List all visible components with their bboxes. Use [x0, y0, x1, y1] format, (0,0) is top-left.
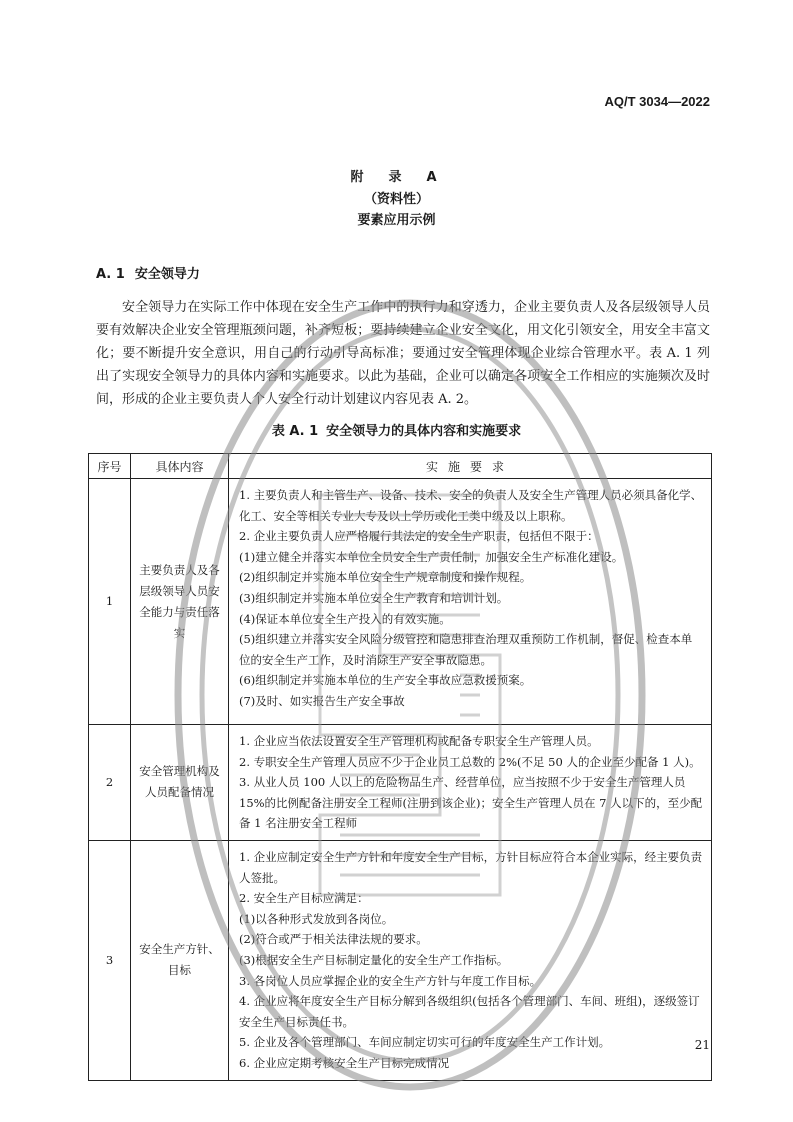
requirement-line: (1)建立健全并落实本单位全员安全生产责任制，加强安全生产标准化建设。	[239, 549, 624, 564]
requirement-line: 4. 企业应将年度安全生产目标分解到各级组织(包括各个管理部门、车间、班组)，逐级签订安全生产目标责任书。	[239, 994, 700, 1029]
requirement-line: (1)以各种形式发放到各岗位。	[239, 911, 394, 926]
requirement-line: (2)组织制定并实施本单位安全生产规章制度和操作规程。	[239, 570, 532, 585]
requirement-line: 1. 企业应制定安全生产方针和年度安全生产目标，方针目标应符合本企业实际，经主要负责人签批。	[239, 849, 703, 885]
section-heading	[96, 263, 200, 282]
requirement-line: 2. 安全生产目标应满足：	[239, 891, 369, 906]
body-paragraph: 安全领导力在实际工作中体现在安全生产工作中的执行力和穿透力，企业主要负责人及各层级领导人员要有效解决企业安全管理瓶颈问题，补齐短板；要持续建立企业安全文化，用文化引领安全，用安全丰富文化；要不断提升安全意识，用自己的行动引导高标准；要通过安全管理体现企业综合管理水平。表 A. 1 列出了实现安全领导力的具体内容和实施要求。以此为基础，企业可以确定各项安全工作相应的实施频次及时间，形成的企业主要负责人个人安全行动计划建议内容见表 A. 2。	[96, 300, 710, 407]
table-row	[89, 840, 712, 1080]
requirement-line: (2)符合或严于相关法律法规的要求。	[239, 932, 428, 947]
table-row	[89, 479, 712, 725]
requirement-line: 2. 企业主要负责人应严格履行其法定的安全生产职责，包括但不限于：	[239, 529, 599, 544]
requirement-line: (6)组织制定并实施本单位的生产安全事故应急救援预案。	[239, 673, 532, 688]
section-number: A. 1	[96, 267, 125, 282]
table-header-row	[89, 454, 712, 479]
row-number: 1	[89, 479, 131, 725]
row-content: 安全管理机构及人员配备情况	[131, 725, 229, 841]
annex-subtitle: 要素应用示例	[357, 213, 436, 228]
standard-code: AQ/T 3034—2022	[604, 94, 710, 109]
requirement-line: 1. 企业应当依法设置安全生产管理机构或配备专职安全生产管理人员。	[239, 734, 599, 748]
annex-nature: （资料性）	[363, 192, 429, 207]
requirement-line: 3. 从业人员 100 人以上的危险物品生产、经营单位，应当按照不少于安全生产管理人员 15%的比例配备注册安全工程师(注册到该企业)；安全生产管理人员在 7 人以下的，至少配备 1 名注册安全工程师	[239, 775, 703, 831]
table-caption-number: 表 A. 1	[271, 424, 319, 439]
row-requirements	[229, 725, 712, 841]
table-caption	[0, 420, 793, 439]
requirement-line: (3)根据安全生产目标制定量化的安全生产工作指标。	[239, 952, 509, 967]
requirement-line: (7)及时、如实报告生产安全事故	[239, 693, 405, 708]
header-content: 具体内容	[131, 454, 229, 479]
requirement-line: 1. 主要负责人和主管生产、设备、技术、安全的负责人及安全生产管理人员必须具备化学、化工、安全等相关专业大专及以上学历或化工类中级及以上职称。	[239, 488, 703, 523]
row-content: 主要负责人及各层级领导人员安全能力与责任落实	[131, 479, 229, 725]
requirement-line: (3)组织制定并实施本单位安全生产教育和培训计划。	[239, 590, 509, 605]
requirement-line: 2. 专职安全生产管理人员应不少于企业员工总数的 2%(不足 50 人的企业至少配备 1 人)。	[239, 754, 701, 769]
row-number: 3	[89, 840, 131, 1080]
requirement-line: 3. 各岗位人员应掌握企业的安全生产方针与年度工作目标。	[239, 973, 542, 988]
row-requirements	[229, 840, 712, 1080]
header-no: 序号	[89, 454, 131, 479]
requirements-table	[88, 453, 712, 1081]
page-number: 21	[694, 1038, 710, 1052]
requirement-line: 5. 企业及各个管理部门、车间应制定切实可行的年度安全生产工作计划。	[239, 1035, 611, 1050]
header-requirements: 实施要求	[229, 454, 712, 479]
requirement-line: (5)组织建立并落实安全风险分级管控和隐患排查治理双重预防工作机制，督促、检查本单位的安全生产工作，及时消除生产安全事故隐患。	[239, 632, 693, 667]
table-caption-title: 安全领导力的具体内容和实施要求	[326, 424, 522, 439]
requirement-line: (4)保证本单位安全生产投入的有效实施。	[239, 611, 451, 626]
table-row	[89, 725, 712, 841]
row-requirements	[229, 479, 712, 725]
requirement-line: 6. 企业应定期考核安全生产目标完成情况	[239, 1055, 450, 1070]
row-number: 2	[89, 725, 131, 841]
row-content: 安全生产方针、目标	[131, 840, 229, 1080]
annex-title: 附 录 A	[350, 170, 443, 185]
section-title: 安全领导力	[134, 267, 200, 282]
